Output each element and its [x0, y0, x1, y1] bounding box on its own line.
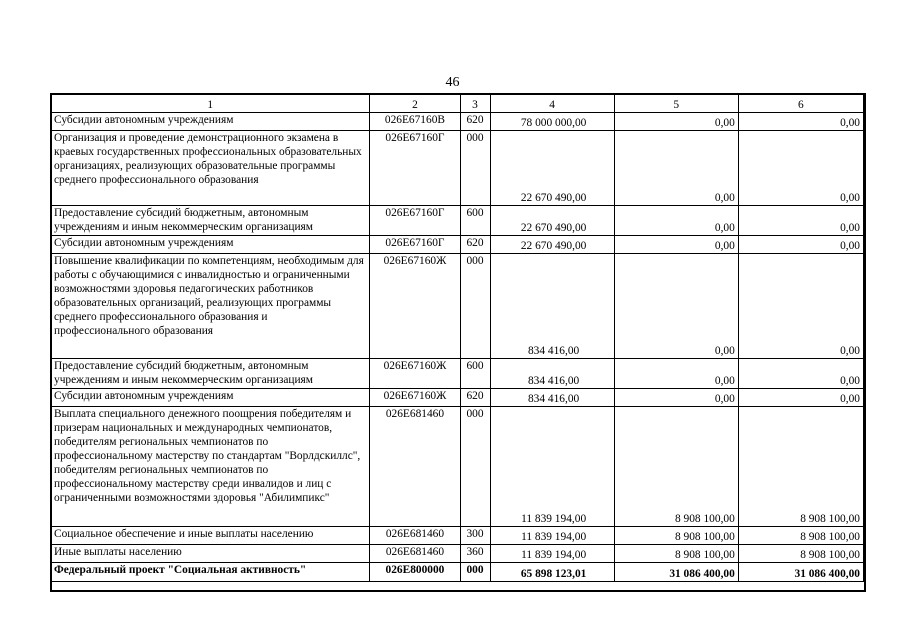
row-code: 026E67160Г — [370, 131, 460, 206]
row-code: 026E681460 — [370, 545, 460, 563]
row-name: Социальное обеспечение и иные выплаты населению — [51, 527, 370, 545]
table-row — [51, 254, 864, 359]
row-amount-col6: 0,00 — [738, 206, 863, 236]
row-name: Предоставление субсидий бюджетным, автономным учреждениям и иным некоммерческим организациям — [51, 359, 370, 389]
row-amount-col5: 31 086 400,00 — [614, 563, 738, 582]
row-code: 026E67160Ж — [370, 359, 460, 389]
row-amount-col6: 0,00 — [738, 113, 863, 131]
row-amount-col5: 8 908 100,00 — [614, 527, 738, 545]
table-row — [51, 113, 864, 131]
row-amount-col5: 8 908 100,00 — [614, 545, 738, 563]
row-code: 026E800000 — [370, 563, 460, 582]
row-name: Предоставление субсидий бюджетным, автономным учреждениям и иным некоммерческим организациям — [51, 206, 370, 236]
row-code: 026E67160В — [370, 113, 460, 131]
budget-table — [50, 93, 864, 582]
row-amount-col6: 0,00 — [738, 359, 863, 389]
row-expense-type: 300 — [460, 527, 490, 545]
row-expense-type: 620 — [460, 389, 490, 407]
row-code: 026E67160Ж — [370, 389, 460, 407]
page-number: 46 — [445, 75, 460, 90]
table-row — [51, 407, 864, 527]
row-amount-col5: 0,00 — [614, 254, 738, 359]
row-expense-type: 000 — [460, 563, 490, 582]
row-amount-col4: 11 839 194,00 — [490, 545, 614, 563]
row-expense-type: 000 — [460, 407, 490, 527]
row-expense-type: 000 — [460, 131, 490, 206]
row-amount-col4: 11 839 194,00 — [490, 527, 614, 545]
table-row — [51, 206, 864, 236]
row-amount-col4: 834 416,00 — [490, 359, 614, 389]
column-header: 5 — [614, 94, 738, 113]
table-row — [51, 359, 864, 389]
row-amount-col4: 834 416,00 — [490, 254, 614, 359]
row-code: 026E681460 — [370, 407, 460, 527]
row-amount-col5: 0,00 — [614, 389, 738, 407]
row-name: Выплата специального денежного поощрения победителям и призерам национальных и международных чемпионатов, победителям региональных чемпионатов по профессиональному мастерству по стандартам "Ворлдскиллс", победителям региональных чемпионатов по профессиональному мастерству среди инвалидов и лиц с ограниченными возможностями здоровья "Абилимпикс" — [51, 407, 370, 527]
column-header: 6 — [738, 94, 863, 113]
row-amount-col4: 22 670 490,00 — [490, 206, 614, 236]
table-row — [51, 563, 864, 582]
row-amount-col6: 0,00 — [738, 389, 863, 407]
column-header: 1 — [51, 94, 370, 113]
row-name: Субсидии автономным учреждениям — [51, 236, 370, 254]
row-name: Субсидии автономным учреждениям — [51, 113, 370, 131]
row-amount-col5: 0,00 — [614, 359, 738, 389]
row-amount-col6: 8 908 100,00 — [738, 545, 863, 563]
table-row — [51, 527, 864, 545]
row-amount-col6: 0,00 — [738, 236, 863, 254]
row-amount-col4: 22 670 490,00 — [490, 131, 614, 206]
row-name: Повышение квалификации по компетенциям, необходимым для работы с обучающимися с инвалидностью и ограниченными возможностями здоровья педагогических работников образовательных организаций, реализующих программы среднего профессионального образования и профессионального образования — [51, 254, 370, 359]
column-header: 3 — [460, 94, 490, 113]
row-code: 026E67160Г — [370, 236, 460, 254]
row-name: Организация и проведение демонстрационного экзамена в краевых государственных профессиональных образовательных организациях, реализующих образовательные программы среднего профессионального образования — [51, 131, 370, 206]
row-expense-type: 620 — [460, 113, 490, 131]
row-amount-col4: 78 000 000,00 — [490, 113, 614, 131]
row-expense-type: 600 — [460, 206, 490, 236]
row-amount-col6: 31 086 400,00 — [738, 563, 863, 582]
table-row — [51, 131, 864, 206]
table-row — [51, 545, 864, 563]
header-row — [51, 94, 864, 113]
row-amount-col5: 0,00 — [614, 206, 738, 236]
row-amount-col5: 0,00 — [614, 236, 738, 254]
row-expense-type: 360 — [460, 545, 490, 563]
row-name: Субсидии автономным учреждениям — [51, 389, 370, 407]
row-amount-col6: 0,00 — [738, 254, 863, 359]
row-expense-type: 000 — [460, 254, 490, 359]
row-amount-col5: 0,00 — [614, 131, 738, 206]
row-amount-col6: 8 908 100,00 — [738, 527, 863, 545]
row-amount-col5: 0,00 — [614, 113, 738, 131]
row-name: Федеральный проект "Социальная активность" — [51, 563, 370, 582]
row-amount-col5: 8 908 100,00 — [614, 407, 738, 527]
row-code: 026E681460 — [370, 527, 460, 545]
column-header: 2 — [370, 94, 460, 113]
row-amount-col4: 22 670 490,00 — [490, 236, 614, 254]
table-row — [51, 389, 864, 407]
row-amount-col6: 0,00 — [738, 131, 863, 206]
row-expense-type: 600 — [460, 359, 490, 389]
row-amount-col4: 65 898 123,01 — [490, 563, 614, 582]
row-code: 026E67160Ж — [370, 254, 460, 359]
row-amount-col4: 11 839 194,00 — [490, 407, 614, 527]
row-expense-type: 620 — [460, 236, 490, 254]
table-row — [51, 236, 864, 254]
row-name: Иные выплаты населению — [51, 545, 370, 563]
row-amount-col4: 834 416,00 — [490, 389, 614, 407]
row-amount-col6: 8 908 100,00 — [738, 407, 863, 527]
column-header: 4 — [490, 94, 614, 113]
row-code: 026E67160Г — [370, 206, 460, 236]
